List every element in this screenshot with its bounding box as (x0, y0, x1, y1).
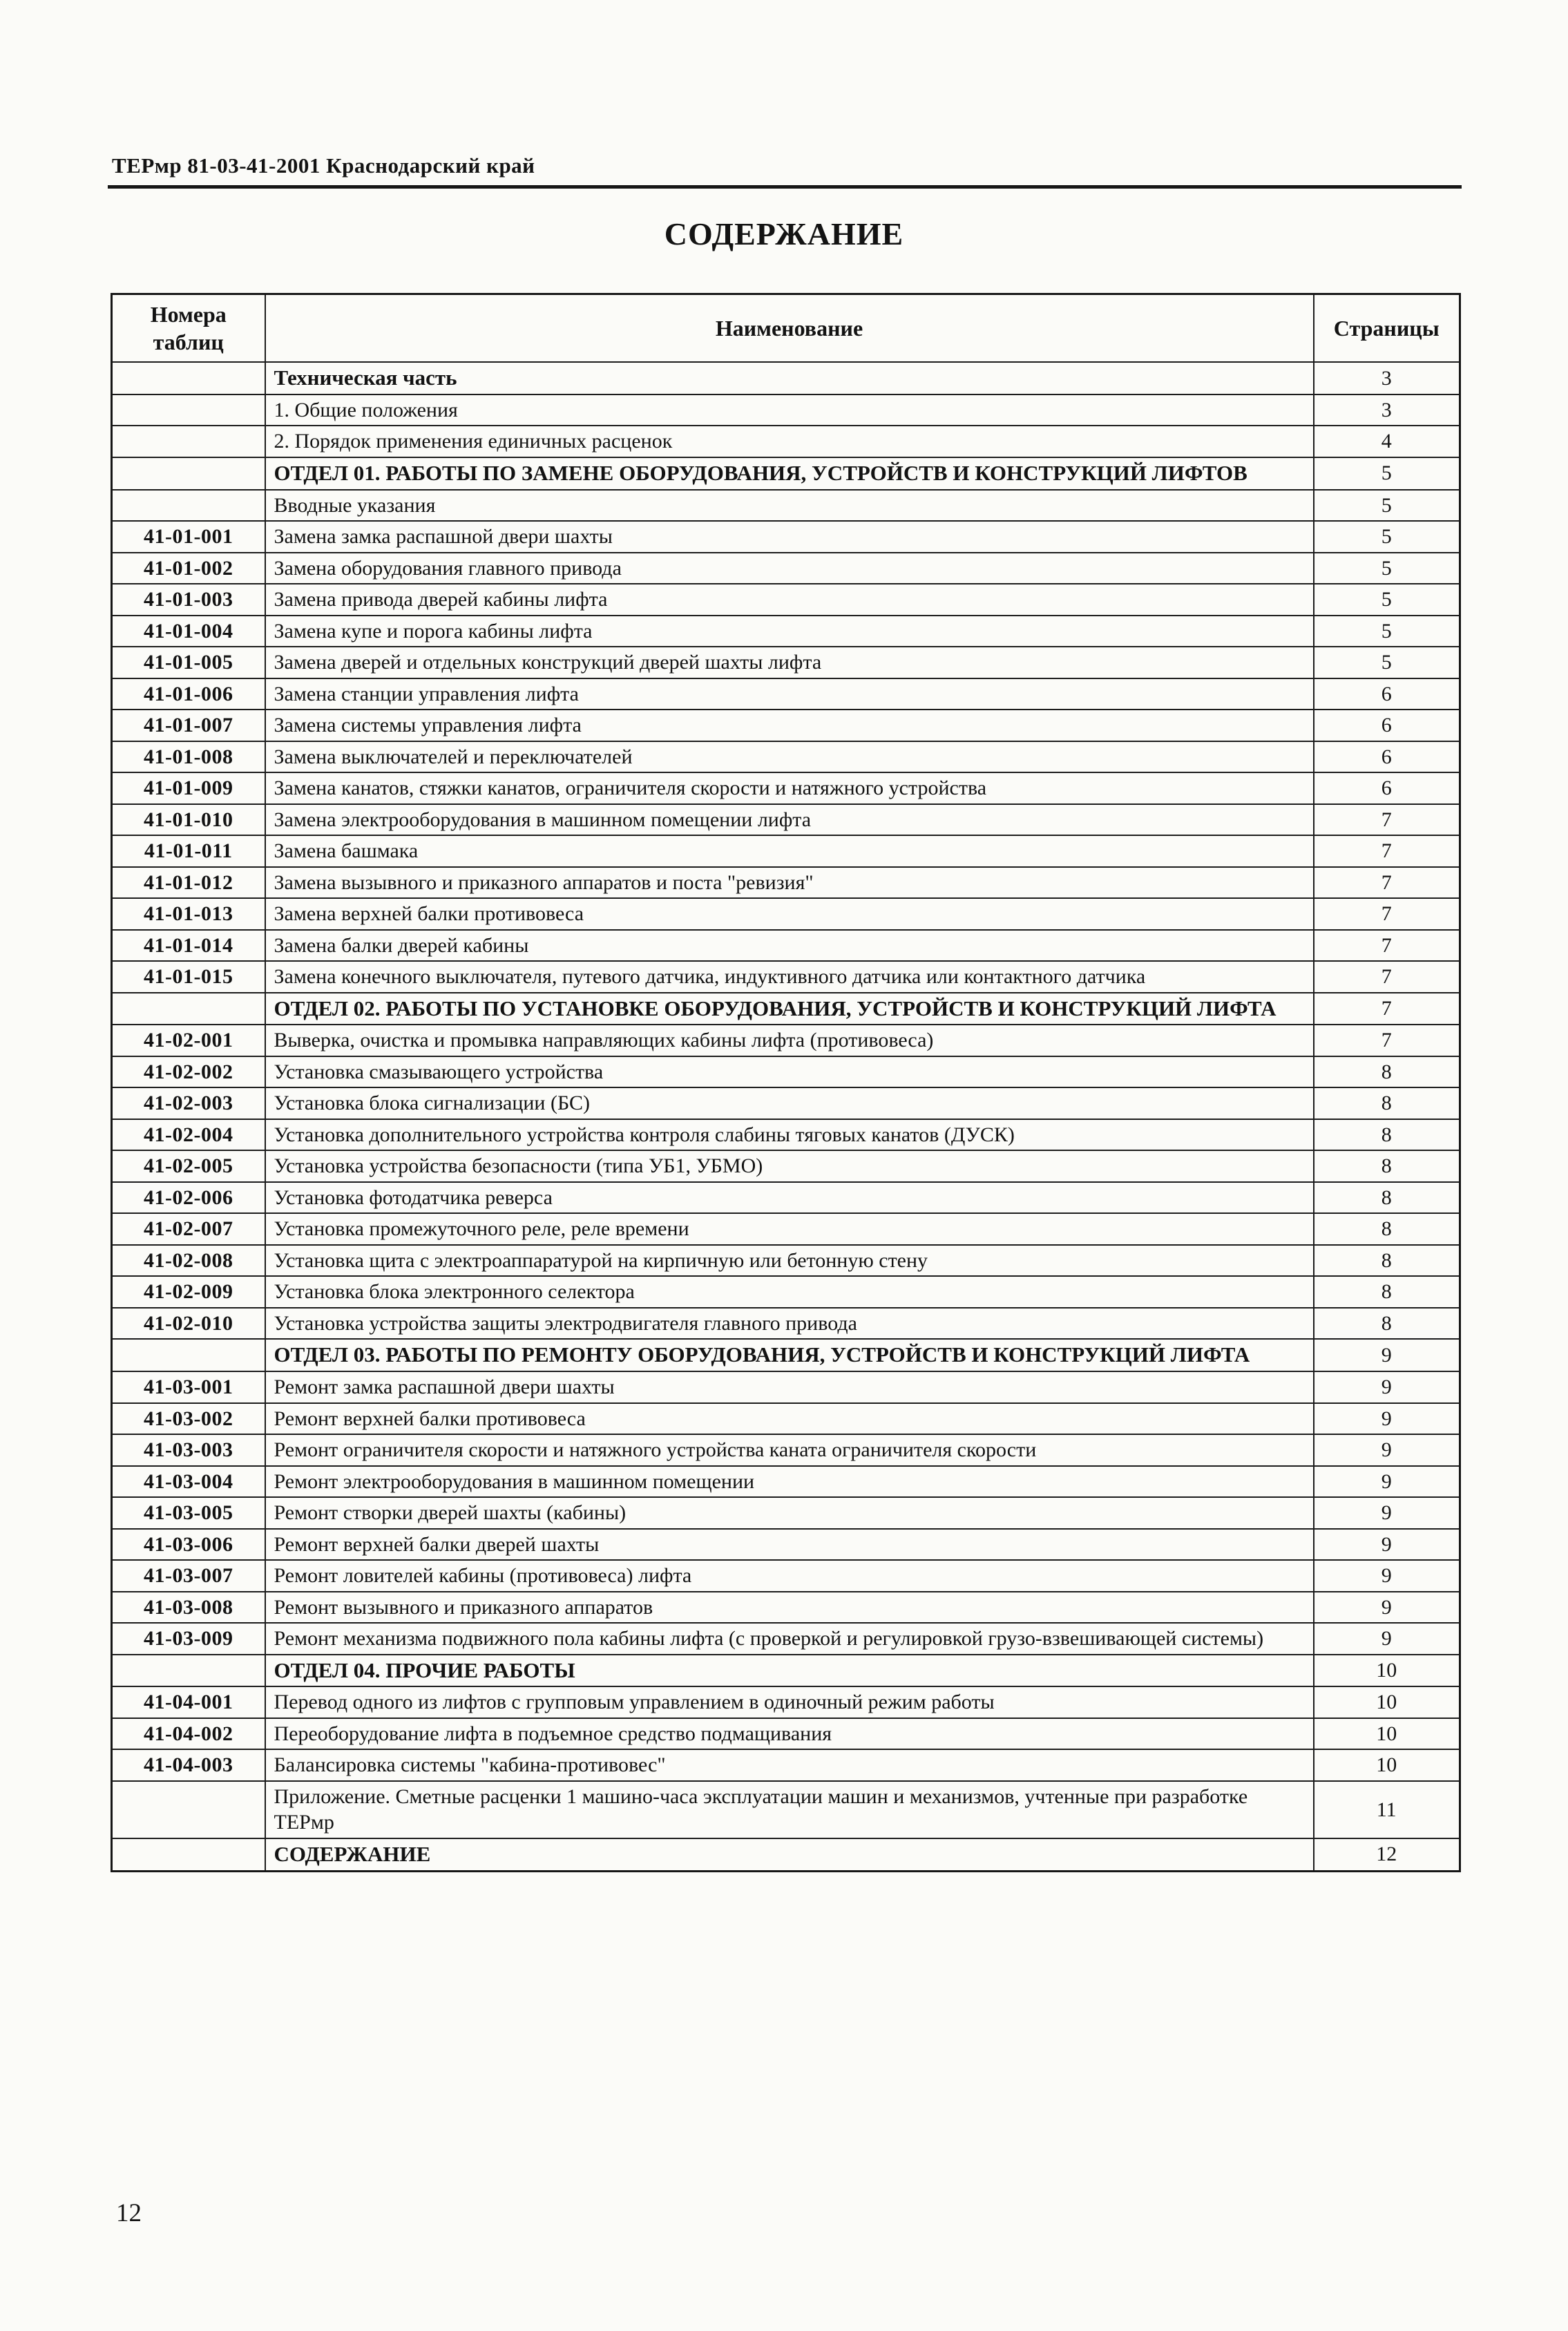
row-name-cell: ОТДЕЛ 03. РАБОТЫ ПО РЕМОНТУ ОБОРУДОВАНИЯ, УСТРОЙСТВ И КОНСТРУКЦИЙ ЛИФТА (265, 1339, 1314, 1371)
table-row (112, 490, 1460, 522)
row-page-cell: 5 (1314, 490, 1460, 522)
table-row (112, 362, 1460, 394)
row-page-cell: 9 (1314, 1529, 1460, 1561)
row-number-cell: 41-01-003 (112, 584, 265, 616)
table-row (112, 993, 1460, 1025)
row-number-cell: 41-02-005 (112, 1150, 265, 1182)
table-row (112, 584, 1460, 616)
row-number-cell: 41-03-005 (112, 1497, 265, 1529)
row-name-cell: Замена дверей и отдельных конструкций дверей шахты лифта (265, 647, 1314, 678)
row-number-cell: 41-04-003 (112, 1749, 265, 1781)
table-row (112, 1056, 1460, 1088)
toc-table-body (112, 362, 1460, 1871)
row-page-cell: 5 (1314, 553, 1460, 584)
row-name-cell: Ремонт ловителей кабины (противовеса) лифта (265, 1560, 1314, 1592)
row-number-cell (112, 1838, 265, 1871)
row-name-cell: Замена балки дверей кабины (265, 930, 1314, 962)
row-number-cell: 41-01-010 (112, 804, 265, 836)
table-row (112, 1529, 1460, 1561)
row-name-cell: Установка щита с электроаппаратурой на кирпичную или бетонную стену (265, 1245, 1314, 1277)
page-number: 12 (116, 2199, 142, 2227)
row-number-cell: 41-02-006 (112, 1182, 265, 1214)
toc-table (111, 293, 1461, 1872)
row-page-cell: 11 (1314, 1781, 1460, 1838)
row-name-cell: Ремонт створки дверей шахты (кабины) (265, 1497, 1314, 1529)
table-row (112, 616, 1460, 647)
row-name-cell: Переоборудование лифта в подъемное средство подмащивания (265, 1718, 1314, 1750)
row-number-cell: 41-01-012 (112, 867, 265, 899)
row-name-cell: Ремонт замка распашной двери шахты (265, 1371, 1314, 1403)
row-page-cell: 10 (1314, 1749, 1460, 1781)
row-name-cell: Ремонт механизма подвижного пола кабины лифта (с проверкой и регулировкой грузо-взвешивающей системы) (265, 1623, 1314, 1655)
table-row (112, 1245, 1460, 1277)
row-name-cell: Замена канатов, стяжки канатов, ограничителя скорости и натяжного устройства (265, 772, 1314, 804)
row-page-cell: 7 (1314, 898, 1460, 930)
toc-table-container (111, 293, 1461, 1872)
row-page-cell: 9 (1314, 1403, 1460, 1435)
row-name-cell: ОТДЕЛ 04. ПРОЧИЕ РАБОТЫ (265, 1655, 1314, 1687)
table-row (112, 647, 1460, 678)
table-row (112, 898, 1460, 930)
page-title: СОДЕРЖАНИЕ (664, 216, 904, 251)
row-name-cell: Установка фотодатчика реверса (265, 1182, 1314, 1214)
row-name-cell: Замена башмака (265, 835, 1314, 867)
table-row (112, 710, 1460, 741)
row-page-cell: 4 (1314, 426, 1460, 457)
row-page-cell: 8 (1314, 1182, 1460, 1214)
table-row (112, 1213, 1460, 1245)
row-page-cell: 8 (1314, 1119, 1460, 1151)
table-row (112, 1025, 1460, 1056)
row-name-cell: Вводные указания (265, 490, 1314, 522)
row-number-cell: 41-01-009 (112, 772, 265, 804)
row-name-cell: Ремонт верхней балки дверей шахты (265, 1529, 1314, 1561)
row-name-cell: ОТДЕЛ 02. РАБОТЫ ПО УСТАНОВКЕ ОБОРУДОВАНИЯ, УСТРОЙСТВ И КОНСТРУКЦИЙ ЛИФТА (265, 993, 1314, 1025)
row-number-cell: 41-03-007 (112, 1560, 265, 1592)
row-name-cell: Установка устройства безопасности (типа УБ1, УБМО) (265, 1150, 1314, 1182)
row-number-cell: 41-01-015 (112, 961, 265, 993)
table-row (112, 1339, 1460, 1371)
table-row (112, 1466, 1460, 1498)
table-row (112, 867, 1460, 899)
row-number-cell: 41-02-001 (112, 1025, 265, 1056)
row-page-cell: 7 (1314, 835, 1460, 867)
column-header-table-numbers: Номера таблиц (112, 294, 265, 363)
row-page-cell: 9 (1314, 1371, 1460, 1403)
table-row (112, 804, 1460, 836)
row-page-cell: 10 (1314, 1655, 1460, 1687)
table-row (112, 1182, 1460, 1214)
row-name-cell: Замена станции управления лифта (265, 678, 1314, 710)
table-row (112, 1560, 1460, 1592)
row-name-cell: Установка промежуточного реле, реле времени (265, 1213, 1314, 1245)
row-page-cell: 7 (1314, 1025, 1460, 1056)
table-row (112, 1119, 1460, 1151)
row-number-cell: 41-02-003 (112, 1087, 265, 1119)
row-number-cell: 41-01-007 (112, 710, 265, 741)
row-name-cell: Установка блока сигнализации (БС) (265, 1087, 1314, 1119)
row-name-cell: Выверка, очистка и промывка направляющих кабины лифта (противовеса) (265, 1025, 1314, 1056)
table-row (112, 1749, 1460, 1781)
row-name-cell: Замена конечного выключателя, путевого датчика, индуктивного датчика или контактного датчика (265, 961, 1314, 993)
row-page-cell: 7 (1314, 993, 1460, 1025)
row-name-cell: Ремонт ограничителя скорости и натяжного устройства каната ограничителя скорости (265, 1434, 1314, 1466)
row-name-cell: Замена верхней балки противовеса (265, 898, 1314, 930)
row-page-cell: 10 (1314, 1686, 1460, 1718)
column-header-name: Наименование (265, 294, 1314, 363)
table-row (112, 553, 1460, 584)
row-number-cell (112, 993, 265, 1025)
table-row (112, 394, 1460, 426)
row-page-cell: 9 (1314, 1497, 1460, 1529)
row-number-cell: 41-02-008 (112, 1245, 265, 1277)
row-number-cell: 41-02-010 (112, 1308, 265, 1340)
row-number-cell: 41-01-011 (112, 835, 265, 867)
row-number-cell: 41-02-002 (112, 1056, 265, 1088)
row-page-cell: 8 (1314, 1308, 1460, 1340)
row-name-cell: Замена выключателей и переключателей (265, 741, 1314, 773)
row-number-cell: 41-01-001 (112, 521, 265, 553)
table-row (112, 1592, 1460, 1624)
row-page-cell: 6 (1314, 772, 1460, 804)
row-number-cell: 41-01-013 (112, 898, 265, 930)
row-number-cell: 41-02-004 (112, 1119, 265, 1151)
row-page-cell: 10 (1314, 1718, 1460, 1750)
row-name-cell: СОДЕРЖАНИЕ (265, 1838, 1314, 1871)
row-number-cell (112, 362, 265, 394)
row-number-cell (112, 1655, 265, 1687)
row-number-cell (112, 490, 265, 522)
row-number-cell: 41-04-001 (112, 1686, 265, 1718)
row-number-cell (112, 394, 265, 426)
row-name-cell: 2. Порядок применения единичных расценок (265, 426, 1314, 457)
row-number-cell: 41-03-004 (112, 1466, 265, 1498)
row-number-cell: 41-03-009 (112, 1623, 265, 1655)
row-name-cell: Приложение. Сметные расценки 1 машино-часа эксплуатации машин и механизмов, учтенные при разработке ТЕРмр (265, 1781, 1314, 1838)
row-number-cell: 41-03-003 (112, 1434, 265, 1466)
table-row (112, 1276, 1460, 1308)
table-row (112, 1781, 1460, 1838)
row-name-cell: Замена оборудования главного привода (265, 553, 1314, 584)
row-page-cell: 9 (1314, 1592, 1460, 1624)
row-page-cell: 3 (1314, 362, 1460, 394)
row-number-cell: 41-01-005 (112, 647, 265, 678)
row-page-cell: 8 (1314, 1245, 1460, 1277)
column-header-pages: Страницы (1314, 294, 1460, 363)
row-name-cell: Балансировка системы "кабина-противовес" (265, 1749, 1314, 1781)
row-number-cell (112, 1781, 265, 1838)
row-name-cell: Ремонт электрооборудования в машинном помещении (265, 1466, 1314, 1498)
row-name-cell: Ремонт вызывного и приказного аппаратов (265, 1592, 1314, 1624)
row-page-cell: 6 (1314, 741, 1460, 773)
table-row (112, 1718, 1460, 1750)
row-page-cell: 8 (1314, 1056, 1460, 1088)
row-page-cell: 5 (1314, 616, 1460, 647)
row-name-cell: Замена привода дверей кабины лифта (265, 584, 1314, 616)
row-page-cell: 7 (1314, 867, 1460, 899)
row-page-cell: 3 (1314, 394, 1460, 426)
row-page-cell: 9 (1314, 1434, 1460, 1466)
row-number-cell: 41-03-006 (112, 1529, 265, 1561)
table-row (112, 1655, 1460, 1687)
row-name-cell: Замена замка распашной двери шахты (265, 521, 1314, 553)
row-number-cell (112, 1339, 265, 1371)
table-row (112, 1087, 1460, 1119)
row-name-cell: Замена купе и порога кабины лифта (265, 616, 1314, 647)
table-row (112, 1371, 1460, 1403)
row-page-cell: 5 (1314, 584, 1460, 616)
table-row (112, 1434, 1460, 1466)
row-page-cell: 7 (1314, 961, 1460, 993)
table-row (112, 1308, 1460, 1340)
table-row (112, 457, 1460, 490)
table-row (112, 1838, 1460, 1871)
row-page-cell: 8 (1314, 1213, 1460, 1245)
table-row (112, 426, 1460, 457)
row-page-cell: 5 (1314, 521, 1460, 553)
table-row (112, 1623, 1460, 1655)
table-row (112, 961, 1460, 993)
row-number-cell: 41-01-014 (112, 930, 265, 962)
row-name-cell: Ремонт верхней балки противовеса (265, 1403, 1314, 1435)
row-name-cell: Перевод одного из лифтов с групповым управлением в одиночный режим работы (265, 1686, 1314, 1718)
row-number-cell: 41-03-008 (112, 1592, 265, 1624)
row-number-cell (112, 426, 265, 457)
row-page-cell: 6 (1314, 678, 1460, 710)
table-row (112, 1150, 1460, 1182)
row-number-cell: 41-01-008 (112, 741, 265, 773)
row-page-cell: 8 (1314, 1087, 1460, 1119)
header-rule (108, 185, 1462, 189)
row-page-cell: 6 (1314, 710, 1460, 741)
document-header: ТЕРмр 81-03-41-2001 Краснодарский край (112, 153, 535, 178)
table-row (112, 1497, 1460, 1529)
row-number-cell: 41-03-001 (112, 1371, 265, 1403)
row-number-cell: 41-04-002 (112, 1718, 265, 1750)
row-page-cell: 8 (1314, 1276, 1460, 1308)
table-row (112, 835, 1460, 867)
row-name-cell: 1. Общие положения (265, 394, 1314, 426)
row-page-cell: 9 (1314, 1466, 1460, 1498)
row-page-cell: 8 (1314, 1150, 1460, 1182)
row-number-cell: 41-03-002 (112, 1403, 265, 1435)
row-name-cell: Замена системы управления лифта (265, 710, 1314, 741)
row-name-cell: Техническая часть (265, 362, 1314, 394)
table-row (112, 1686, 1460, 1718)
row-name-cell: Установка устройства защиты электродвигателя главного привода (265, 1308, 1314, 1340)
table-row (112, 930, 1460, 962)
row-number-cell: 41-01-006 (112, 678, 265, 710)
row-page-cell: 12 (1314, 1838, 1460, 1871)
table-row (112, 772, 1460, 804)
table-row (112, 1403, 1460, 1435)
row-name-cell: Установка смазывающего устройства (265, 1056, 1314, 1088)
row-page-cell: 5 (1314, 647, 1460, 678)
row-number-cell: 41-02-009 (112, 1276, 265, 1308)
row-number-cell: 41-02-007 (112, 1213, 265, 1245)
row-number-cell (112, 457, 265, 490)
table-row (112, 678, 1460, 710)
row-page-cell: 9 (1314, 1623, 1460, 1655)
row-name-cell: Установка блока электронного селектора (265, 1276, 1314, 1308)
table-header-row (112, 294, 1460, 363)
row-number-cell: 41-01-004 (112, 616, 265, 647)
row-page-cell: 7 (1314, 930, 1460, 962)
row-name-cell: Установка дополнительного устройства контроля слабины тяговых канатов (ДУСК) (265, 1119, 1314, 1151)
table-row (112, 741, 1460, 773)
row-number-cell: 41-01-002 (112, 553, 265, 584)
row-page-cell: 7 (1314, 804, 1460, 836)
row-name-cell: Замена электрооборудования в машинном помещении лифта (265, 804, 1314, 836)
table-row (112, 521, 1460, 553)
row-page-cell: 9 (1314, 1560, 1460, 1592)
row-name-cell: ОТДЕЛ 01. РАБОТЫ ПО ЗАМЕНЕ ОБОРУДОВАНИЯ, УСТРОЙСТВ И КОНСТРУКЦИЙ ЛИФТОВ (265, 457, 1314, 490)
row-page-cell: 5 (1314, 457, 1460, 490)
row-page-cell: 9 (1314, 1339, 1460, 1371)
row-name-cell: Замена вызывного и приказного аппаратов и поста "ревизия" (265, 867, 1314, 899)
